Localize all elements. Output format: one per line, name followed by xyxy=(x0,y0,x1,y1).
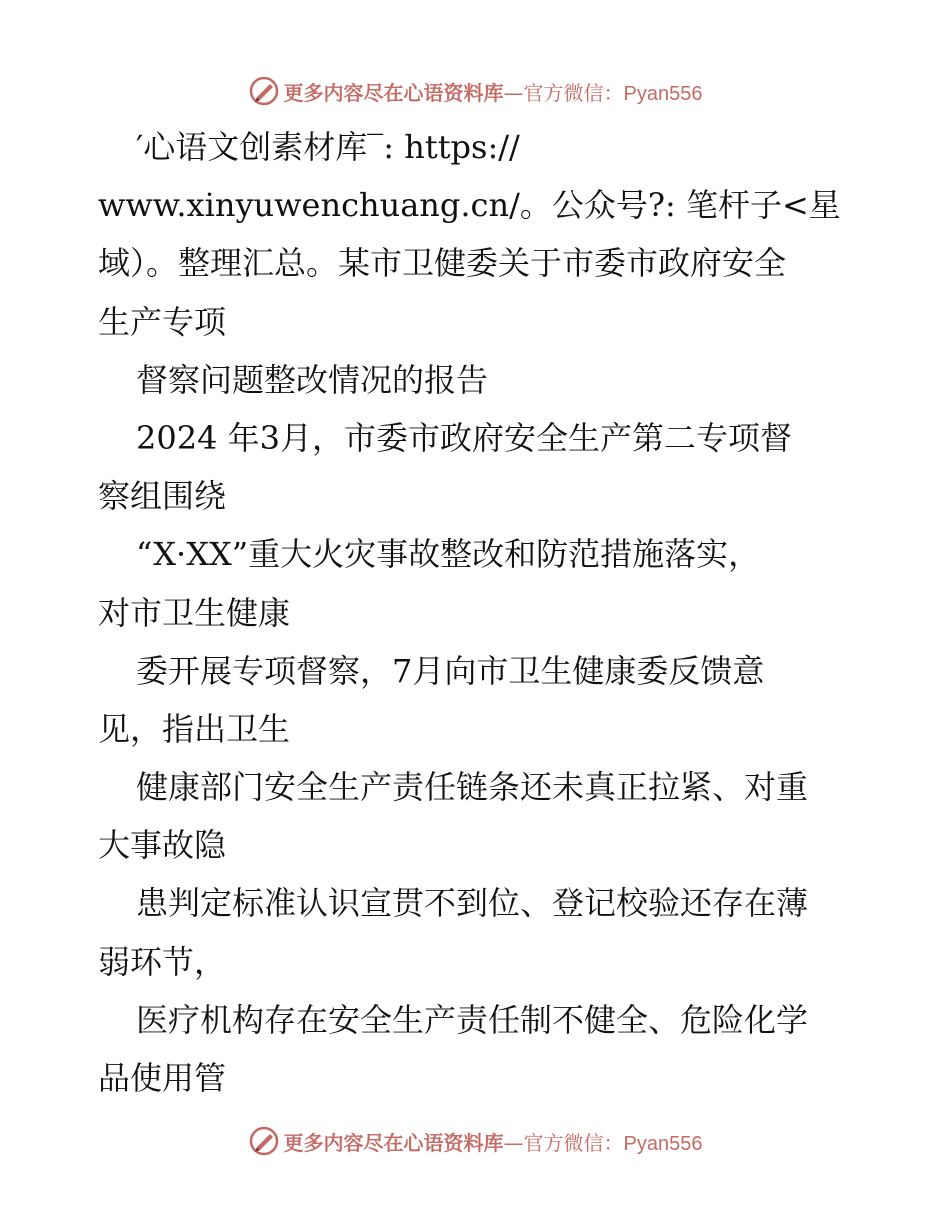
header-main-text: 更多内容尽在心语资料库 xyxy=(283,80,504,105)
pen-logo-icon xyxy=(248,1125,280,1157)
document-body xyxy=(98,118,858,1107)
header-label: 官方微信： xyxy=(523,80,624,105)
body-line-3: 域）。整理汇总。某市卫健委关于市委市政府安全 xyxy=(98,244,787,283)
body-line-5: 督察问题整改情况的报告 xyxy=(136,360,489,399)
body-line-9: 对市卫生健康 xyxy=(98,593,291,632)
footer-id: Pyan556 xyxy=(623,1132,703,1155)
body-line-13: 大事故隐 xyxy=(98,826,227,865)
body-line-6: 2024 年3月，市委市政府安全生产第二专项督 xyxy=(136,418,792,457)
footer-main-text: 更多内容尽在心语资料库 xyxy=(283,1130,504,1155)
footer-separator: — xyxy=(503,1130,524,1155)
body-line-14: 患判定标准认识宣贯不到位、登记校验还存在薄 xyxy=(136,884,809,923)
body-line-1: ′心语文创素材库‾: https:// xyxy=(136,128,520,166)
footer-watermark xyxy=(0,1120,950,1162)
body-line-2: www.xinyuwenchuang.cn/。公众号?: 笔杆子<星 xyxy=(98,186,841,225)
body-line-10: 委开展专项督察，7月向市卫生健康委反馈意 xyxy=(136,651,765,690)
body-line-7: 察组围绕 xyxy=(98,477,227,516)
body-line-17: 品使用管 xyxy=(98,1059,227,1097)
body-line-11: 见，指出卫生 xyxy=(98,709,291,748)
body-line-16: 医疗机构存在安全生产责任制不健全、危险化学 xyxy=(136,1000,809,1039)
body-line-12: 健康部门安全生产责任链条还未真正拉紧、对重 xyxy=(136,768,809,807)
pen-logo-icon xyxy=(248,75,280,107)
header-id: Pyan556 xyxy=(623,82,703,105)
body-line-8: “X·XX”重大火灾事故整改和防范措施落实， xyxy=(136,535,761,574)
body-line-15: 弱环节， xyxy=(98,942,227,981)
header-watermark xyxy=(0,70,950,112)
body-line-4: 生产专项 xyxy=(98,302,227,341)
header-separator: — xyxy=(503,80,524,105)
footer-label: 官方微信： xyxy=(523,1130,624,1155)
